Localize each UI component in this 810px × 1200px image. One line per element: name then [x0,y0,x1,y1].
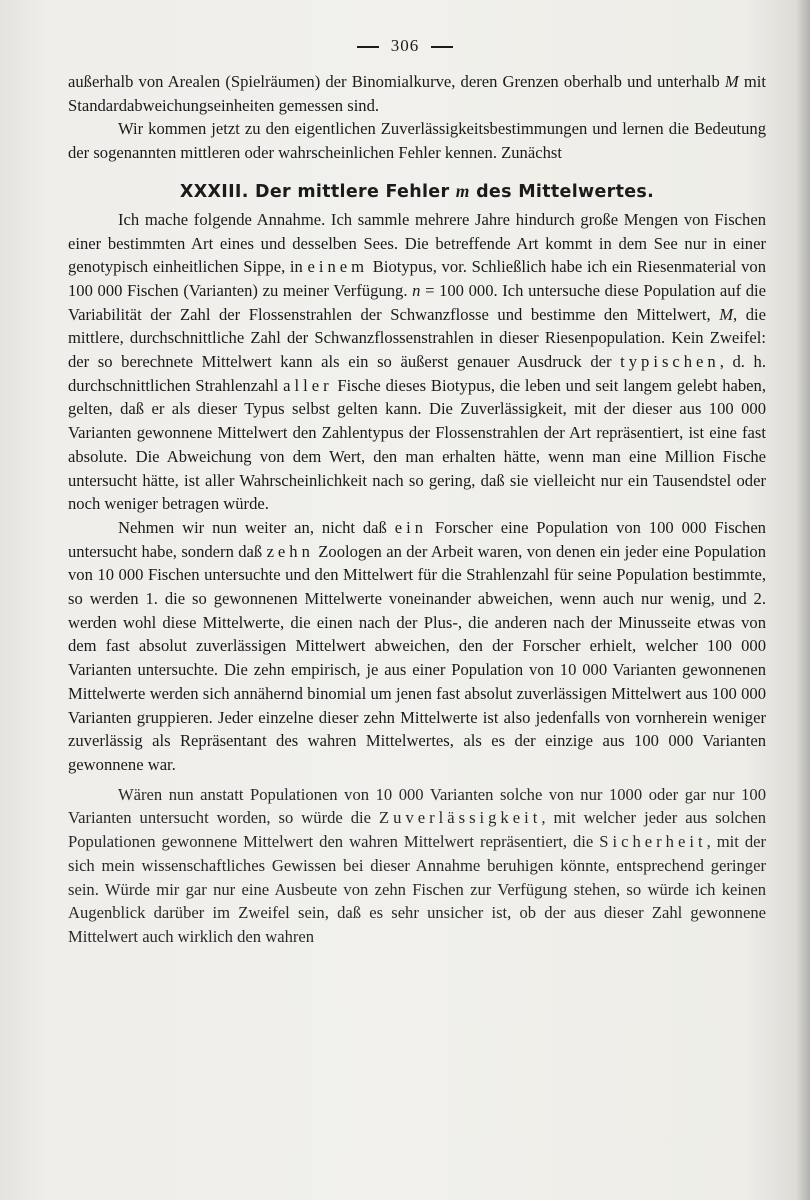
page-body [68,70,766,949]
emphasized-word: zehn [266,541,314,561]
text-run: = 100 000. Ich untersuche diese Population auf die Variabilität der Zahl der Flossenstrahlen der Schwanzflosse und bestimme den Mittelwert, [68,280,767,324]
section-title-prefix: XXXIII. Der mittlere Fehler [179,181,450,202]
page-header [0,36,810,56]
text-run: Fische dieses Biotypus, die leben und seit langem gelebt haben, gelten, daß er als dieser Typus selbst gelten kann. Die Zuverlässigkeit, mit der dieser aus 100 000 Varianten gewonnene Mittelwert den Zahlentypus der Flossenstrahlen der Art repräsentiert, ist eine fast absolute. Die Abweichung von dem Wert, den man erhalten hätte, wenn man eine Million Fische untersucht hätte, ist aller Wahrscheinlichkeit nach so gering, daß sie vielleicht nur ein Tausendstel oder noch weniger betragen würde. [68,375,766,514]
paragraph-ten-zoologists [68,516,766,777]
text-run: Nehmen wir nun weiter an, nicht daß [118,517,395,537]
text-run: außerhalb von Arealen (Spielräumen) der Binomialkurve, deren Grenzen oberhalb und unterhalb [68,72,725,91]
text-run: Wir kommen jetzt zu den eigentlichen Zuverlässigkeitsbestimmungen und lernen die Bedeutung der sogenannten mittleren oder wahrscheinlichen Fehler kennen. Zunächst [68,119,766,163]
text-run: Forscher eine Population von 100 000 Fischen untersucht habe, sondern daß [68,517,766,561]
paragraph-assumption [68,208,766,516]
paragraph-introduction [68,117,766,164]
text-run: Ich mache folgende Annahme. Ich sammle mehrere Jahre hindurch große Mengen von Fischen einer bestimmten Art eines und desselben Sees. Die betreffende Art kommt in dem See nur in einer genotypisch einheitlichen Sippe, in [68,209,766,277]
section-heading [68,181,766,202]
text-run: Wären nun anstatt Populationen von 10 000 Varianten solche von nur 1000 oder gar nur 100 Varianten untersucht worden, so würde die [68,784,766,828]
emphasized-word: aller [283,375,333,395]
emphasized-word: Sicherheit [599,832,707,852]
section-title-variable: m [455,180,470,201]
text-run: , die mittlere, durchschnittliche Zahl der Schwanzflossenstrahlen in dieser Riesenpopulation. Kein Zweifel: der so berechnete Mittelwert kann als ein so äußerst genauer Ausdruck der [68,304,766,372]
emphasized-word: ein [394,517,427,537]
math-variable: n [412,280,421,300]
emphasized-word: typischen [620,352,720,372]
header-dash-left [357,46,379,48]
page-edge-shadow [796,0,810,1200]
emphasized-word: einem [307,257,369,277]
emphasized-word: Zuverlässigkeit [379,808,542,828]
paragraph-reliability [68,783,766,949]
text-run: Biotypus, vor. Schließlich habe ich ein Riesenmaterial von 100 000 Fischen (Varianten) zu meiner Verfügung. [68,257,767,300]
text-run: , d. h. durchschnittlichen Strahlenzahl [68,352,766,395]
lower-block [68,783,766,949]
page-number: 306 [390,36,420,55]
math-variable: M [719,304,734,324]
paragraph-continuation [68,70,766,117]
header-dash-right [431,46,453,48]
section-title-suffix: des Mittelwertes. [476,181,655,202]
text-run: mit Standardabweichungseinheiten gemessen sind. [68,72,767,115]
text-run: Zoologen an der Arbeit waren, von denen ein jeder eine Population von 10 000 Fischen untersuchte und den Mittelwert für die Strahlenzahl für seine Population bestimmte, so werden 1. die so gewonnenen Mittelwerte voneinander abweichen, wenn auch nur wenig, und 2. werden wohl diese Mittelwerte, die einen nach der Plus-, die anderen nach der Minusseite etwas von dem fast absolut zuverlässigen Mittelwert abweichen, den der Forscher erhielt, welcher 100 000 Varianten untersuchte. Die zehn empirisch, je aus einer Population von 10 000 Varianten gewonnenen Mittelwerte werden sich annähernd binomial um jenen fast absolut zuverlässigen Mittelwert aus 100 000 Varianten gruppieren. Jeder einzelne dieser zehn Mittelwerte ist also jedenfalls von vornherein weniger zuverlässig als Repräsentant des wahren Mittelwertes, als es der einzige aus 100 000 Varianten gewonnene war. [68,541,767,774]
math-variable: M [724,72,739,91]
text-run: , mit der sich mein wissenschaftliches Gewissen bei dieser Annahme beruhigen könnte, entsprechend geringer sein. Würde mir gar nur eine Ausbeute von zehn Fischen zur Verfügung stehen, so würde ich keinen Augenblick darüber im Zweifel sein, daß es sehr unsicher ist, ob der aus dieser Zahl gewonnene Mittelwert auch wirklich den wahren [68,832,767,946]
text-run: , mit welcher jeder aus solchen Populationen gewonnene Mittelwert den wahren Mittelwert repräsentiert, die [68,808,766,852]
